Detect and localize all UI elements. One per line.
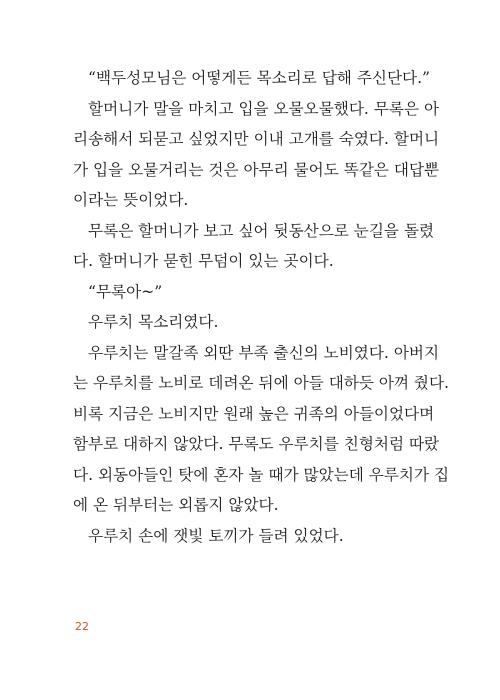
text-line: 리송해서 되묻고 싶었지만 이내 고개를 숙였다. 할머니 [73,130,440,148]
text-line: 우루치 손에 잿빛 토끼가 들려 있었다. [88,526,344,545]
page-number: 22 [75,620,89,633]
text-line: 우루치 목소리였다. [88,313,219,331]
text-line: 가 입을 오물거리는 것은 아무리 물어도 똑같은 대답뿐 [73,160,440,179]
text-line: 비록 지금은 노비지만 원래 높은 귀족의 아들이었다며 [73,404,435,423]
body-text [73,63,450,551]
text-line: 에 온 뒤부터는 외롭지 않았다. [73,496,279,514]
text-line: 다. 할머니가 묻힌 무덤이 있는 곳이다. [73,252,334,270]
text-line: 무록은 할머니가 보고 싶어 뒷동산으로 눈길을 돌렸 [88,221,435,240]
text-line: 는 우루치를 노비로 데려온 뒤에 아들 대하듯 아껴 줬다. [73,374,450,392]
text-line: 다. 외동아들인 탓에 혼자 놀 때가 많았는데 우루치가 집 [73,465,450,484]
text-line: 이라는 뜻이었다. [73,191,189,209]
text-line: 할머니가 말을 마치고 입을 오물오물했다. 무록은 아 [88,99,440,118]
text-line: “백두성모님은 어떻게든 목소리로 답해 주신단다.” [88,69,430,87]
text-line: “무록아~” [88,282,163,301]
text-line: 함부로 대하지 않았다. 무록도 우루치를 친형처럼 따랐 [73,435,440,453]
text-line: 우루치는 말갈족 외딴 부족 출신의 노비였다. 아버지 [88,343,440,362]
